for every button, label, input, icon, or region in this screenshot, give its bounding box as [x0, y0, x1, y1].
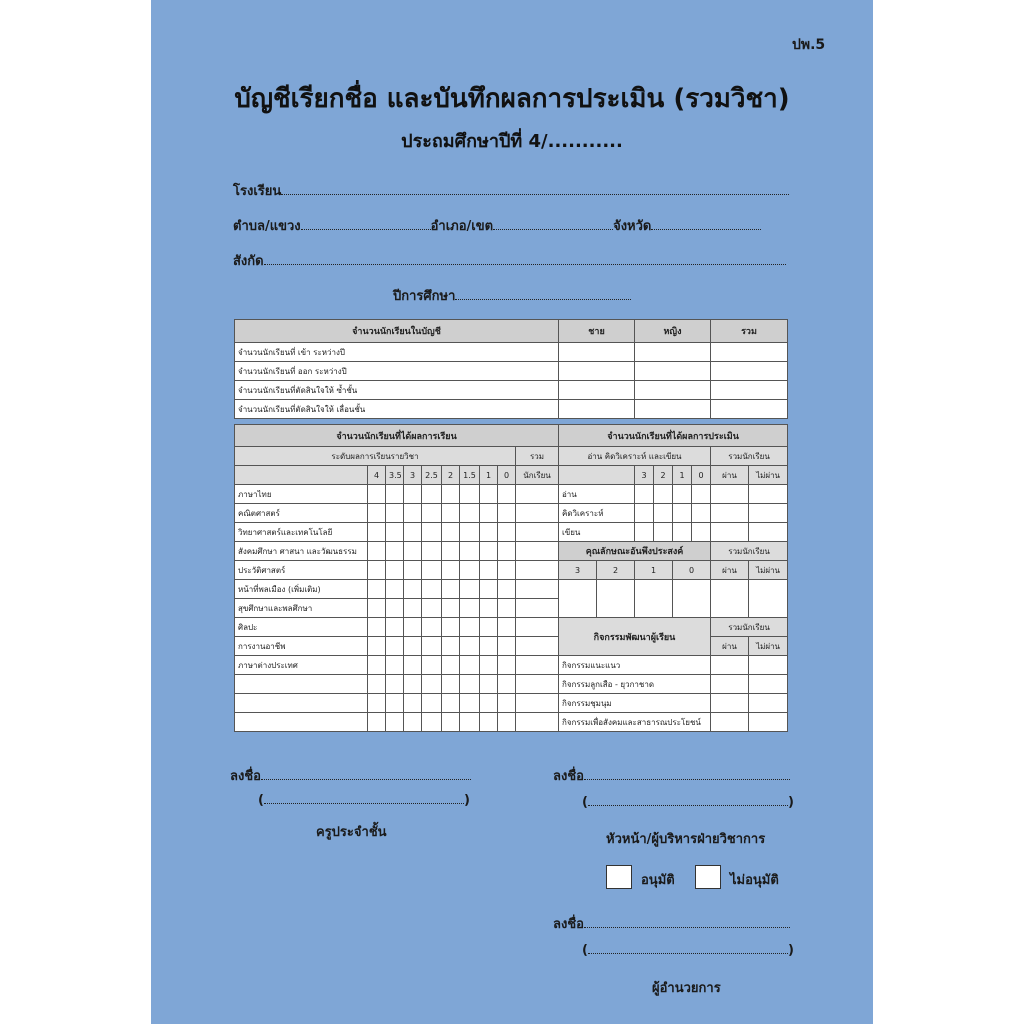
grade-cell[interactable]: [480, 694, 498, 713]
table1-col-female: หญิง: [635, 320, 711, 343]
grade-header-cell: 4: [368, 466, 386, 485]
grade-cell[interactable]: [404, 694, 422, 713]
rtw-row-label: คิดวิเคราะห์: [559, 504, 635, 523]
rtw-score: 2: [654, 466, 673, 485]
grade-cell[interactable]: [480, 580, 498, 599]
grade-cell[interactable]: [516, 694, 559, 713]
subject-label: ศิลปะ: [235, 618, 368, 637]
grade-cell[interactable]: [480, 675, 498, 694]
grade-cell[interactable]: [460, 618, 480, 637]
teacher-signature-line: [230, 765, 471, 786]
subject-row: [235, 485, 559, 504]
subject-label: วิทยาศาสตร์และเทคโนโลยี: [235, 523, 368, 542]
grade-cell[interactable]: [368, 694, 386, 713]
grade-cell[interactable]: [460, 713, 480, 732]
grade-cell[interactable]: [422, 618, 442, 637]
subject-row: [235, 523, 559, 542]
grade-header-cell: 1.5: [460, 466, 480, 485]
char-score: 3: [559, 561, 597, 580]
grade-cell[interactable]: [404, 656, 422, 675]
grade-cell[interactable]: [460, 637, 480, 656]
act-pass-header: ผ่าน: [711, 637, 749, 656]
grade-cell[interactable]: [516, 523, 559, 542]
grade-cell[interactable]: [368, 542, 386, 561]
activities-header: กิจกรรมพัฒนาผู้เรียน: [559, 618, 711, 656]
academic-year-label: ปีการศึกษา: [393, 289, 456, 304]
district-label: อำเภอ/เขต: [430, 219, 494, 234]
grade-cell[interactable]: [386, 580, 404, 599]
grade-cell[interactable]: [422, 713, 442, 732]
grade-cell[interactable]: [498, 637, 516, 656]
grade-cell[interactable]: [498, 656, 516, 675]
subject-label: ภาษาไทย: [235, 485, 368, 504]
grade-cell[interactable]: [460, 485, 480, 504]
rtw-score: 3: [635, 466, 654, 485]
grade-cell[interactable]: [498, 599, 516, 618]
grade-cell[interactable]: [386, 656, 404, 675]
grade-cell[interactable]: [404, 599, 422, 618]
table1-col-male: ชาย: [559, 320, 635, 343]
grade-cell[interactable]: [368, 637, 386, 656]
fail-header: ไม่ผ่าน: [749, 466, 788, 485]
grade-cell[interactable]: [404, 618, 422, 637]
total-header: รวม: [516, 447, 559, 466]
grade-cell[interactable]: [442, 504, 460, 523]
grade-cell[interactable]: [404, 637, 422, 656]
subject-row: [235, 637, 559, 656]
characteristics-header: คุณลักษณะอันพึงประสงค์: [559, 542, 711, 561]
school-label: โรงเรียน: [233, 184, 282, 199]
grade-cell[interactable]: [442, 675, 460, 694]
char-score: 2: [597, 561, 635, 580]
grade-cell[interactable]: [368, 485, 386, 504]
student-count-table: [234, 319, 788, 419]
grade-cell[interactable]: [516, 599, 559, 618]
grade-cell[interactable]: [498, 561, 516, 580]
subject-label: สุขศึกษาและพลศึกษา: [235, 599, 368, 618]
grade-cell[interactable]: [386, 637, 404, 656]
school-field: [233, 180, 789, 201]
grade-cell[interactable]: [368, 580, 386, 599]
grade-cell[interactable]: [460, 580, 480, 599]
grade-cell[interactable]: [368, 618, 386, 637]
grade-cell[interactable]: [498, 713, 516, 732]
head-title: หัวหน้า/ผู้บริหารฝ่ายวิชาการ: [606, 832, 766, 847]
grade-cell[interactable]: [404, 523, 422, 542]
rtw-row-label: เขียน: [559, 523, 635, 542]
grade-cell[interactable]: [386, 485, 404, 504]
subject-label: [235, 675, 368, 694]
paren-close: ): [787, 943, 794, 958]
grade-cell[interactable]: [480, 561, 498, 580]
grade-cell[interactable]: [386, 542, 404, 561]
subject-label: [235, 713, 368, 732]
grade-cell[interactable]: [422, 599, 442, 618]
grade-cell[interactable]: [404, 485, 422, 504]
subject-row: [235, 542, 559, 561]
grade-cell[interactable]: [498, 580, 516, 599]
subject-label: ประวัติศาสตร์: [235, 561, 368, 580]
grade-cell[interactable]: [386, 618, 404, 637]
char-fail-header: ไม่ผ่าน: [749, 561, 788, 580]
grade-cell[interactable]: [498, 618, 516, 637]
director-title: ผู้อำนวยการ: [652, 981, 721, 996]
subject-label: หน้าที่พลเมือง (เพิ่มเติม): [235, 580, 368, 599]
activity-row-label: กิจกรรมชุมนุม: [559, 694, 711, 713]
table1-col-total: รวม: [711, 320, 788, 343]
page-title: บัญชีเรียกชื่อ และบันทึกผลการประเมิน (รวมวิชา): [234, 84, 790, 114]
grade-cell[interactable]: [516, 485, 559, 504]
location-field: [233, 215, 761, 236]
rtw-header: อ่าน คิดวิเคราะห์ และเขียน: [559, 447, 711, 466]
grade-level-header: ระดับผลการเรียนรายวิชา: [235, 447, 516, 466]
affiliation-field: [233, 250, 786, 271]
grade-cell[interactable]: [480, 485, 498, 504]
grade-cell[interactable]: [460, 523, 480, 542]
table1-row-label: จำนวนนักเรียนที่ เข้า ระหว่างปี: [235, 343, 559, 362]
grade-cell[interactable]: [422, 580, 442, 599]
grade-cell[interactable]: [480, 523, 498, 542]
char-total-header: รวมนักเรียน: [711, 542, 788, 561]
grade-cell[interactable]: [480, 656, 498, 675]
sign-label: ลงชื่อ: [553, 917, 584, 932]
table3-header: จำนวนนักเรียนที่ได้ผลการประเมิน: [559, 425, 788, 447]
grade-cell[interactable]: [516, 656, 559, 675]
rtw-row-label: อ่าน: [559, 485, 635, 504]
grade-cell[interactable]: [516, 561, 559, 580]
disapprove-label: ไม่อนุมัติ: [730, 873, 779, 888]
subject-label: สังคมศึกษา ศาสนา และวัฒนธรรม: [235, 542, 368, 561]
grade-cell[interactable]: [404, 504, 422, 523]
grade-cell[interactable]: [480, 599, 498, 618]
paren-open: (: [582, 943, 588, 958]
grade-cell[interactable]: [480, 618, 498, 637]
grade-cell[interactable]: [498, 523, 516, 542]
director-name-line: [582, 943, 794, 958]
table2-header: จำนวนนักเรียนที่ได้ผลการเรียน: [235, 425, 559, 447]
grade-cell[interactable]: [516, 637, 559, 656]
grade-cell[interactable]: [386, 561, 404, 580]
grade-cell[interactable]: [516, 713, 559, 732]
grade-cell[interactable]: [480, 713, 498, 732]
subject-label: การงานอาชีพ: [235, 637, 368, 656]
grade-cell[interactable]: [368, 504, 386, 523]
subject-row: [235, 694, 559, 713]
director-signature-line: [553, 913, 790, 934]
sign-label: ลงชื่อ: [553, 769, 584, 784]
grade-cell[interactable]: [404, 580, 422, 599]
activity-row-label: กิจกรรมลูกเสือ - ยุวกาชาด: [559, 675, 711, 694]
grade-cell[interactable]: [422, 504, 442, 523]
subject-label: คณิตศาสตร์: [235, 504, 368, 523]
rtw-total-header: รวมนักเรียน: [711, 447, 788, 466]
grade-results-table: [234, 424, 559, 732]
grade-cell[interactable]: [460, 504, 480, 523]
grade-cell[interactable]: [498, 542, 516, 561]
grade-header-cell: 3.5: [386, 466, 404, 485]
grade-cell[interactable]: [386, 599, 404, 618]
grade-cell[interactable]: [442, 713, 460, 732]
grade-cell[interactable]: [442, 637, 460, 656]
grade-cell[interactable]: [480, 637, 498, 656]
grade-cell[interactable]: [516, 580, 559, 599]
grade-cell[interactable]: [386, 504, 404, 523]
head-name-line: [582, 795, 794, 810]
grade-header-cell: 2.5: [422, 466, 442, 485]
grade-cell[interactable]: [442, 561, 460, 580]
total-sub-header: นักเรียน: [516, 466, 559, 485]
pass-header: ผ่าน: [711, 466, 749, 485]
subject-row: [235, 504, 559, 523]
paren-close: ): [787, 795, 794, 810]
subject-row: [235, 580, 559, 599]
subject-row: [235, 618, 559, 637]
grade-cell[interactable]: [460, 656, 480, 675]
subject-row: [235, 599, 559, 618]
form-code: ปพ.5: [792, 37, 826, 53]
province-label: จังหวัด: [613, 219, 652, 234]
grade-cell[interactable]: [368, 561, 386, 580]
grade-cell[interactable]: [516, 618, 559, 637]
grade-cell[interactable]: [460, 675, 480, 694]
rtw-score: 1: [673, 466, 692, 485]
head-signature-line: [553, 765, 790, 786]
table1-row-label: จำนวนนักเรียนที่ ออก ระหว่างปี: [235, 362, 559, 381]
grade-header-cell: 3: [404, 466, 422, 485]
grade-cell[interactable]: [422, 523, 442, 542]
grade-cell[interactable]: [404, 675, 422, 694]
subject-row: [235, 675, 559, 694]
academic-year-field: [393, 285, 631, 306]
paren-open: (: [582, 795, 588, 810]
grade-cell[interactable]: [480, 542, 498, 561]
subject-label: ภาษาต่างประเทศ: [235, 656, 368, 675]
grade-header-cell: 2: [442, 466, 460, 485]
grade-cell[interactable]: [442, 618, 460, 637]
grade-cell[interactable]: [498, 504, 516, 523]
grade-cell[interactable]: [422, 485, 442, 504]
assessment-results-table: [558, 424, 788, 732]
approve-label: อนุมัติ: [641, 873, 675, 888]
grade-cell[interactable]: [516, 542, 559, 561]
grade-cell[interactable]: [422, 675, 442, 694]
grade-cell[interactable]: [422, 542, 442, 561]
activity-row-label: กิจกรรมเพื่อสังคมและสาธารณประโยชน์: [559, 713, 711, 732]
act-fail-header: ไม่ผ่าน: [749, 637, 788, 656]
grade-cell[interactable]: [404, 561, 422, 580]
grade-cell[interactable]: [368, 675, 386, 694]
grade-cell[interactable]: [422, 561, 442, 580]
grade-cell[interactable]: [386, 713, 404, 732]
table1-row-label: จำนวนนักเรียนที่ตัดสินใจให้ ซ้ำชั้น: [235, 381, 559, 400]
grade-cell[interactable]: [386, 675, 404, 694]
char-score: 0: [673, 561, 711, 580]
grade-cell[interactable]: [422, 656, 442, 675]
grade-cell[interactable]: [442, 694, 460, 713]
grade-cell[interactable]: [460, 694, 480, 713]
page-subtitle: ประถมศึกษาปีที่ 4/...........: [401, 131, 623, 152]
affiliation-label: สังกัด: [233, 254, 264, 269]
grade-cell[interactable]: [442, 485, 460, 504]
grade-cell[interactable]: [498, 694, 516, 713]
grade-cell[interactable]: [404, 713, 422, 732]
grade-cell[interactable]: [422, 694, 442, 713]
subject-header-blank: [235, 466, 368, 485]
paren-open: (: [258, 793, 264, 808]
subject-row: [235, 656, 559, 675]
grade-cell[interactable]: [516, 504, 559, 523]
grade-cell[interactable]: [386, 694, 404, 713]
grade-cell[interactable]: [516, 675, 559, 694]
grade-cell[interactable]: [422, 637, 442, 656]
table1-row-label: จำนวนนักเรียนที่ตัดสินใจให้ เลื่อนชั้น: [235, 400, 559, 419]
teacher-name-line: [258, 793, 470, 808]
grade-cell[interactable]: [498, 485, 516, 504]
act-total-header: รวมนักเรียน: [711, 618, 788, 637]
sign-label: ลงชื่อ: [230, 769, 261, 784]
grade-cell[interactable]: [480, 504, 498, 523]
char-score: 1: [635, 561, 673, 580]
subject-row: [235, 713, 559, 732]
paren-close: ): [463, 793, 470, 808]
subject-label: [235, 694, 368, 713]
grade-header-cell: 1: [480, 466, 498, 485]
grade-cell[interactable]: [460, 561, 480, 580]
grade-cell[interactable]: [498, 675, 516, 694]
activity-row-label: กิจกรรมแนะแนว: [559, 656, 711, 675]
grade-cell[interactable]: [460, 542, 480, 561]
grade-cell[interactable]: [368, 523, 386, 542]
grade-cell[interactable]: [368, 656, 386, 675]
grade-cell[interactable]: [442, 599, 460, 618]
grade-cell[interactable]: [460, 599, 480, 618]
subject-row: [235, 561, 559, 580]
disapprove-checkbox[interactable]: [695, 865, 721, 889]
grade-cell[interactable]: [442, 542, 460, 561]
grade-cell[interactable]: [368, 599, 386, 618]
grade-cell[interactable]: [386, 523, 404, 542]
approve-checkbox[interactable]: [606, 865, 632, 889]
grade-cell[interactable]: [442, 656, 460, 675]
grade-cell[interactable]: [442, 580, 460, 599]
grade-cell[interactable]: [404, 542, 422, 561]
grade-cell[interactable]: [442, 523, 460, 542]
grade-cell[interactable]: [368, 713, 386, 732]
table1-header: จำนวนนักเรียนในบัญชี: [235, 320, 559, 343]
grade-header-cell: 0: [498, 466, 516, 485]
char-pass-header: ผ่าน: [711, 561, 749, 580]
rtw-score: 0: [692, 466, 711, 485]
teacher-title: ครูประจำชั้น: [316, 825, 387, 840]
subdistrict-label: ตำบล/แขวง: [233, 219, 301, 234]
